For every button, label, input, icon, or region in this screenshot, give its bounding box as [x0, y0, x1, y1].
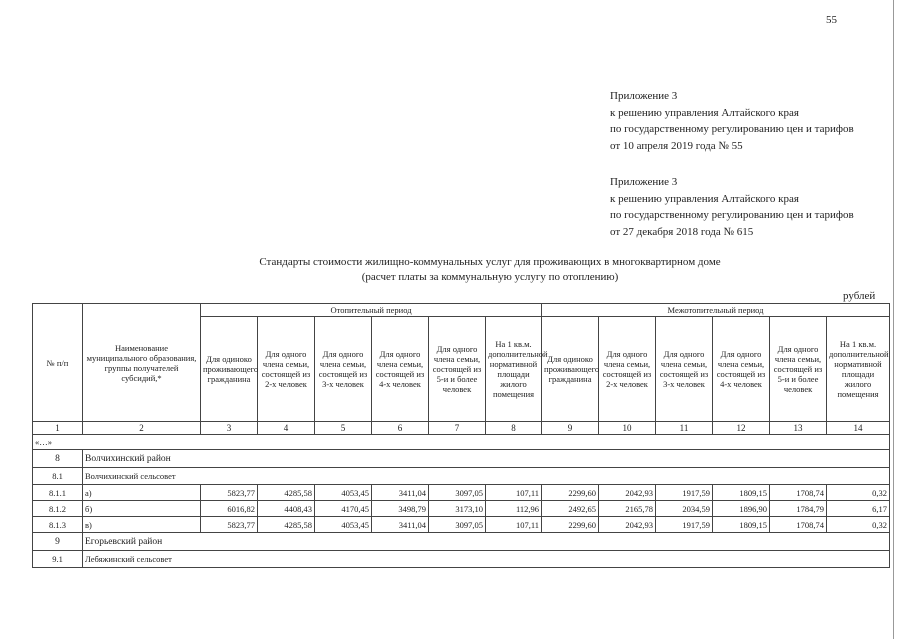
appendix-line: по государственному регулированию цен и тарифов: [610, 209, 854, 221]
header-heating-period: Отопительный период: [201, 304, 542, 317]
cell-value: 1809,15: [713, 485, 770, 501]
cell-value: 1708,74: [770, 485, 827, 501]
header-non-heating-col: На 1 кв.м. дополнительной нормативной площади жилого помещения: [827, 317, 890, 422]
header-heating-col: Для одного члена семьи, состоящей из 4-х человек: [372, 317, 429, 422]
cell-value: 1917,59: [656, 517, 713, 533]
row-name: б): [83, 501, 201, 517]
title-subline: (расчет платы за коммунальную услугу по отоплению): [361, 271, 619, 283]
cell-value: 3173,10: [429, 501, 486, 517]
cell-value: 0,32: [827, 517, 890, 533]
appendix-line: к решению управления Алтайского края: [610, 192, 799, 205]
appendix-line: от 27 декабря 2018 года № 615: [610, 225, 754, 238]
table-row-settlement: [33, 551, 890, 568]
cell-value: 3097,05: [429, 517, 486, 533]
table-row: [33, 517, 890, 533]
header-no: № п/п: [33, 304, 83, 422]
header-name: Наименование муниципального образования, группы получателей субсидий,*: [83, 304, 201, 422]
header-non-heating-col: Для одного члена семьи, состоящей из 4-х человек: [713, 317, 770, 422]
cell-value: 1917,59: [656, 485, 713, 501]
header-non-heating-col: Для одного члена семьи, состоящей из 5-и и более человек: [770, 317, 827, 422]
cell-value: 3097,05: [429, 485, 486, 501]
appendix-line: Приложение 3: [610, 176, 678, 188]
cell-value: 5823,77: [201, 517, 258, 533]
cell-value: 2299,60: [542, 485, 599, 501]
cell-value: 2165,78: [599, 501, 656, 517]
column-number: 4: [258, 422, 315, 435]
cell-value: 2034,59: [656, 501, 713, 517]
standards-table: [32, 303, 890, 568]
cell-value: 4053,45: [315, 485, 372, 501]
cell-value: 5823,77: [201, 485, 258, 501]
row-code: 9.1: [33, 551, 83, 568]
column-number: 11: [656, 422, 713, 435]
currency-unit: рублей: [843, 290, 876, 302]
header-non-heating-period: Межотопительный период: [542, 304, 890, 317]
appendix-line: Приложение 3: [610, 90, 678, 102]
header-heating-col: Для одиноко проживающего гражданина: [201, 317, 258, 422]
cell-value: 2042,93: [599, 485, 656, 501]
cell-value: 4408,43: [258, 501, 315, 517]
cell-value: 2042,93: [599, 517, 656, 533]
cell-value: 2299,60: [542, 517, 599, 533]
column-number: 13: [770, 422, 827, 435]
document-title: [180, 255, 800, 285]
scan-edge-line: [893, 0, 894, 639]
column-number-row: [33, 422, 890, 435]
cell-value: 107,11: [486, 485, 542, 501]
cell-value: 1708,74: [770, 517, 827, 533]
column-number: 6: [372, 422, 429, 435]
column-number: 10: [599, 422, 656, 435]
cell-value: 4053,45: [315, 517, 372, 533]
header-heating-col: На 1 кв.м. дополнительной нормативной площади жилого помещения: [486, 317, 542, 422]
appendix-line: от 10 апреля 2019 года № 55: [610, 139, 743, 152]
cell-value: 6,17: [827, 501, 890, 517]
header-non-heating-col: Для одного члена семьи, состоящей из 3-х человек: [656, 317, 713, 422]
row-name: Волчихинский сельсовет: [83, 468, 890, 485]
header-heating-col: Для одного члена семьи, состоящей из 5-и и более человек: [429, 317, 486, 422]
cell-value: 1896,90: [713, 501, 770, 517]
column-number: 7: [429, 422, 486, 435]
row-name: в): [83, 517, 201, 533]
cell-value: 3411,04: [372, 517, 429, 533]
table-row-region: [33, 533, 890, 551]
cell-value: 4285,58: [258, 517, 315, 533]
row-code: 9: [33, 533, 83, 551]
cell-value: 0,32: [827, 485, 890, 501]
header-non-heating-col: Для одиноко проживающего гражданина: [542, 317, 599, 422]
table-row-region: [33, 450, 890, 468]
table-row: [33, 485, 890, 501]
cell-value: 112,96: [486, 501, 542, 517]
page-number: 55: [826, 14, 837, 26]
cell-value: 3411,04: [372, 485, 429, 501]
title-line: Стандарты стоимости жилищно-коммунальных услуг для проживающих в многоквартирном доме: [259, 256, 721, 268]
cell-value: 2492,65: [542, 501, 599, 517]
row-code: 8.1.3: [33, 517, 83, 533]
cell-value: 6016,82: [201, 501, 258, 517]
row-name: Егорьевский район: [83, 533, 890, 551]
column-number: 1: [33, 422, 83, 435]
column-number: 3: [201, 422, 258, 435]
appendix-current: [610, 88, 854, 154]
cell-value: 4170,45: [315, 501, 372, 517]
omitted-rows-marker: [33, 435, 890, 450]
cell-value: 1784,79: [770, 501, 827, 517]
row-code: 8.1: [33, 468, 83, 485]
row-code: 8: [33, 450, 83, 468]
column-number: 9: [542, 422, 599, 435]
cell-value: 107,11: [486, 517, 542, 533]
column-number: 8: [486, 422, 542, 435]
column-number: 5: [315, 422, 372, 435]
header-non-heating-col: Для одного члена семьи, состоящей из 2-х человек: [599, 317, 656, 422]
appendix-line: к решению управления Алтайского края: [610, 106, 799, 119]
row-code: 8.1.2: [33, 501, 83, 517]
column-number: 12: [713, 422, 770, 435]
row-name: Волчихинский район: [83, 450, 890, 468]
row-name: а): [83, 485, 201, 501]
header-heating-col: Для одного члена семьи, состоящей из 2-х человек: [258, 317, 315, 422]
cell-value: 3498,79: [372, 501, 429, 517]
row-code: 8.1.1: [33, 485, 83, 501]
row-name: Лебяжинский сельсовет: [83, 551, 890, 568]
appendix-line: по государственному регулированию цен и тарифов: [610, 123, 854, 135]
cell-value: 1809,15: [713, 517, 770, 533]
omitted-marker-text: «…»: [33, 435, 890, 450]
appendix-previous: [610, 174, 854, 240]
cell-value: 4285,58: [258, 485, 315, 501]
table-row-settlement: [33, 468, 890, 485]
column-number: 2: [83, 422, 201, 435]
header-heating-col: Для одного члена семьи, состоящей из 3-х человек: [315, 317, 372, 422]
table-row: [33, 501, 890, 517]
column-number: 14: [827, 422, 890, 435]
header-row-groups: [33, 304, 890, 317]
